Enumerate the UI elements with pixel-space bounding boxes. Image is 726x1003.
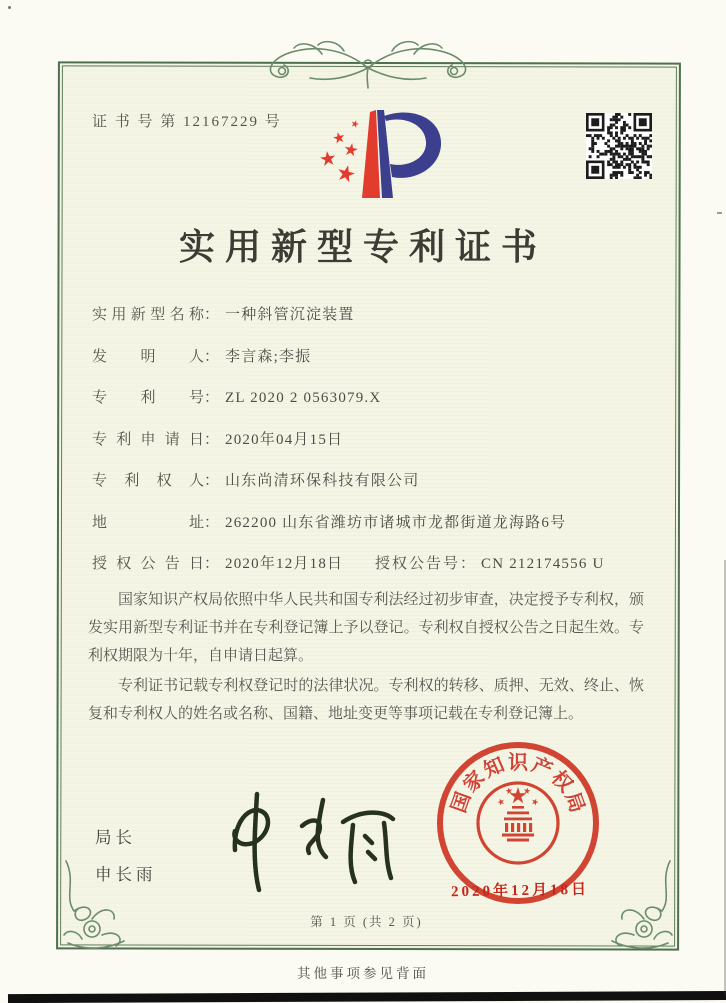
field-colon: ： <box>204 431 220 448</box>
field-label: 专利权人 <box>92 473 204 489</box>
back-side-note: 其他事项参见背面 <box>297 966 429 981</box>
field-colon: ： <box>204 307 220 323</box>
certificate-number: 证 书 号 第 12167229 号 <box>92 114 282 130</box>
field-row-inventor <box>92 347 652 367</box>
certificate-title: 实用新型专利证书 <box>178 227 547 267</box>
director-title: 局长 <box>95 828 136 847</box>
scan-speck <box>717 212 722 214</box>
field-colon: ： <box>460 556 476 572</box>
svg-text:局: 局 <box>560 789 589 816</box>
grant-date-label: 授权公告日 <box>92 556 204 572</box>
field-label: 地址 <box>92 514 204 531</box>
svg-text:家: 家 <box>459 766 490 797</box>
field-value: 山东尚清环保科技有限公司 <box>225 473 420 489</box>
field-label: 专利申请日 <box>92 431 204 448</box>
logo-stars-icon <box>319 119 359 183</box>
svg-text:知: 知 <box>480 753 508 782</box>
director-block <box>95 824 157 898</box>
field-colon: ： <box>204 473 220 489</box>
grant-date-value: 2020年12月18日 <box>225 556 344 572</box>
field-label: 专利号 <box>92 390 204 406</box>
field-value: 2020年04月15日 <box>225 431 344 448</box>
field-row-name <box>92 305 652 325</box>
cnipa-logo <box>298 104 450 218</box>
field-colon: ： <box>204 514 220 531</box>
field-colon: ： <box>204 348 220 365</box>
grant-number-pair <box>375 554 605 574</box>
field-list <box>92 305 652 596</box>
field-row-patentee <box>92 471 652 491</box>
seal-date: 2020年12月18日 <box>450 881 590 901</box>
field-colon: ： <box>204 556 220 572</box>
field-value: 李言森;李振 <box>225 348 312 365</box>
legal-paragraph-2: 专利证书记载专利权登记时的法律状况。专利权的转移、质押、无效、终止、恢复和专利权人的姓名或名称、国籍、地址变更等事项记载在专利登记簿上。 <box>88 678 644 722</box>
field-value: ZL 2020 2 0563079.X <box>225 390 382 406</box>
field-row-filing-date <box>92 430 652 450</box>
field-label: 实用新型名称 <box>92 307 204 323</box>
field-value: 一种斜管沉淀装置 <box>225 307 355 323</box>
page-number: 第 1 页 (共 2 页) <box>310 915 423 929</box>
field-row-patent-no <box>92 388 652 408</box>
svg-text:产: 产 <box>528 753 556 782</box>
legal-text <box>88 586 644 730</box>
logo-p-icon <box>377 110 441 198</box>
field-label: 发明人 <box>92 348 204 365</box>
grant-number-label: 授权公告号 <box>375 556 461 572</box>
scan-speck <box>8 6 11 9</box>
grant-number-value: CN 212174556 U <box>481 556 605 572</box>
field-row-grant <box>92 554 652 574</box>
national-emblem-icon <box>478 783 558 863</box>
field-row-address <box>92 513 652 533</box>
legal-paragraph-1: 国家知识产权局依照中华人民共和国专利法经过初步审查，决定授予专利权，颁发实用新型专利证书并在专利登记簿上予以登记。专利权自授权公告之日起生效。专利权期限为十年，自申请日起算。 <box>88 592 644 664</box>
qr-code <box>586 113 652 179</box>
field-value: 262200 山东省潍坊市诸城市龙都街道龙海路6号 <box>225 514 567 531</box>
director-name: 申长雨 <box>95 865 157 884</box>
director-signature-handwriting <box>205 788 405 896</box>
svg-text:识: 识 <box>508 752 528 774</box>
logo-red-wedge <box>362 110 380 198</box>
scan-edge-bottom <box>8 991 726 1003</box>
svg-text:国: 国 <box>447 789 476 816</box>
svg-text:权: 权 <box>546 766 577 797</box>
field-colon: ： <box>204 390 220 406</box>
